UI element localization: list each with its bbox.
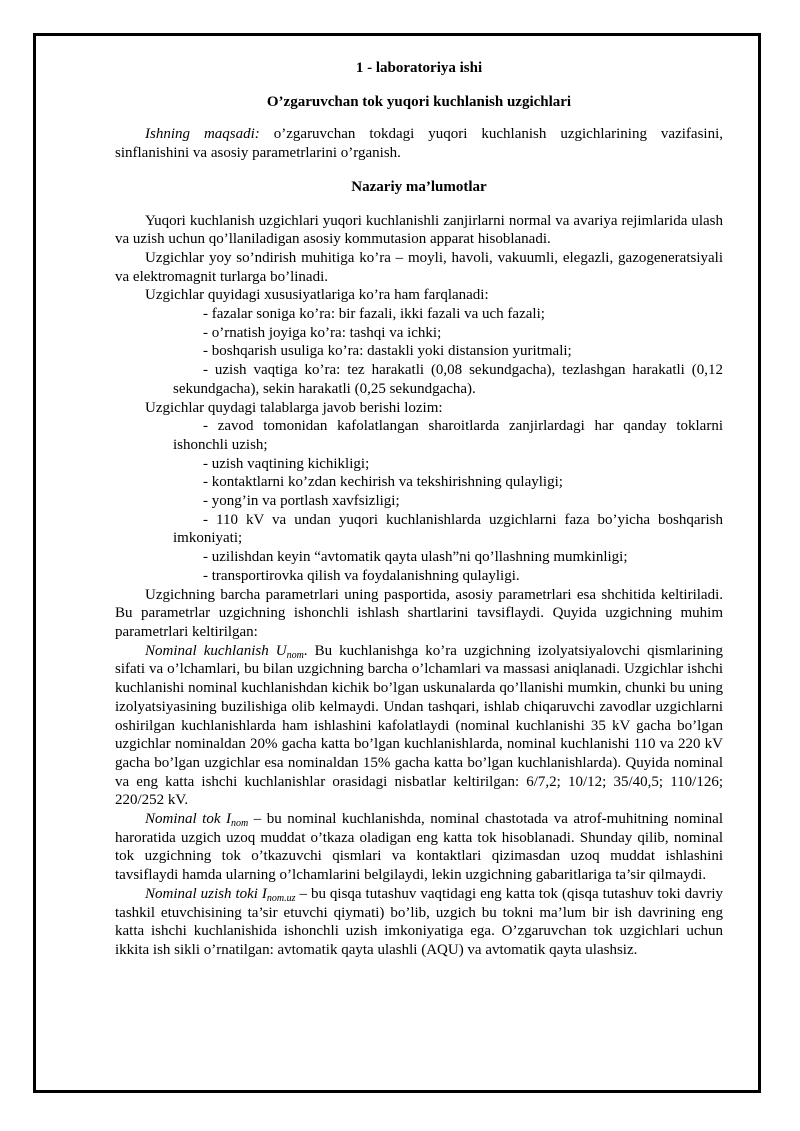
- paragraph-2: Uzgichlar yoy so’ndirish muhitiga ko’ra – moyli, havoli, vakuumli, elegazli, gazogeneratsiyali va elektromagnit turlarga bo’linadi.: [115, 249, 723, 285]
- subscript: nom: [230, 818, 249, 830]
- list-item: - kontaktlarni ko’zdan kechirish va tekshirishning qulayligi;: [203, 474, 563, 491]
- subscript: nom.uz: [266, 892, 296, 904]
- list-item: - uzish vaqtining kichikligi;: [203, 455, 370, 472]
- paragraph-nominal-current: [115, 810, 723, 885]
- nominal-voltage-text: . Bu kuchlanishga ko’ra uzgichning izolyatsiyalovchi qismlarining sifati va o’lchamlari, bu bilan uzgichning barcha o’lchamlari va massasi aniqlanadi. Uzgichlar ishchi kuchlanishi nominal kuchlanishdan kichik bo’lgan uskunalarda qo’llanishi mumkin, chunki bu uning izolyatsiyasining buzilishiga olib kelmaydi. Undan tashqari, ishlab chiqaruvchi zavodlar uzgichlarni oshirilgan kuchlanishlarda ham ishlashini kafolatlaydi (nominal kuchlanishi 35 kV gacha bo’lgan uzgichlar nominaldan 20% gacha katta bo’lgan kuchlanishlarda, nominal kuchlanishi 110 va 220 kV gacha bo’lgan uzgichlar esa nominaldan 15% gacha katta bo’lgan kuchlanishlarda). Quyida nominal va eng katta ishchi kuchlanishlar orasidagi nisbatlar keltirilgan: 6/7,2; 10/12; 35/40,5; 110/126; 220/252 kV.: [115, 642, 723, 809]
- list-item: - yong’in va portlash xavfsizligi;: [203, 493, 400, 510]
- section-title: Nazariy ma’lumotlar: [351, 178, 487, 195]
- paragraph-3: Uzgichlar quyidagi xususiyatlariga ko’ra ham farqlanadi:: [145, 287, 489, 304]
- document-title: 1 - laboratoriya ishi: [355, 60, 483, 76]
- features-list: [115, 305, 723, 399]
- requirements-list: [115, 417, 723, 585]
- paragraph-4: Uzgichlar quydagi talablarga javob berishi lozim:: [145, 399, 443, 416]
- aim-label: Ishning maqsadi:: [145, 126, 260, 143]
- nominal-current-label: Nominal tok $I_{nom}$: [145, 811, 249, 830]
- list-item: - fazalar soniga ko’ra: bir fazali, ikki fazali va uch fazali;: [203, 306, 545, 323]
- breaking-current-text: – bu qisqa tutashuv vaqtidagi eng katta tok (qisqa tutashuv toki davriy tashkil etuvchisining ta’sir etuvchi qiymati) bo’lib, uzgich bu tokni ma’lum bir ish davrining eng katta ishchi kuchlanishida ishonchli uzish imkoniyatiga ega. O’zgaruvchan tok uzgichlari uchun ikkita ish sikli o’rnatilgan: avtomatik qayta ulashli (AQU) va avtomatik qayta ulashsiz.: [115, 885, 723, 958]
- paragraph-5: Uzgichning barcha parametrlari uning pasportida, asosiy parametrlari esa shchitida keltiriladi. Bu parametrlar uzgichning ishonchli ishlash shartlarini tavsiflaydi. Quyida uzgichning muhim parametrlari keltirilgan:: [115, 586, 723, 640]
- document-subtitle: O’zgaruvchan tok yuqori kuchlanish uzgichlari: [266, 93, 572, 110]
- list-item: - 110 kV va undan yuqori kuchlanishlarda uzgichlarni faza bo’yicha boshqarish imkoniyati;: [173, 511, 723, 547]
- paragraph-nominal-voltage: [115, 642, 723, 810]
- list-item: - uzilishdan keyin “avtomatik qayta ulash”ni qo’llashning mumkinligi;: [203, 549, 628, 566]
- aim-text: o’zgaruvchan tokdagi yuqori kuchlanish uzgichlarining vazifasini, sinflanishini va asosiy parametrlarini o’rganish.: [115, 126, 723, 162]
- paragraph-1: Yuqori kuchlanish uzgichlari yuqori kuchlanishli zanjirlarni normal va avariya rejimlarida ulash va uzish uchun qo’llaniladigan asosiy kommutasion apparat hisoblanadi.: [115, 212, 723, 248]
- list-item: - transportirovka qilish va foydalanishning qulayligi.: [203, 567, 520, 584]
- list-item: - uzish vaqtiga ko’ra: tez harakatli (0,08 sekundgacha), tezlashgan harakatli (0,12 sekundgacha), sekin harakatli (0,25 sekundgacha).: [173, 362, 723, 397]
- nominal-voltage-label: Nominal kuchlanish $U_{nom}$: [145, 642, 304, 661]
- list-item: - boshqarish usuliga ko’ra: dastakli yoki distansion yuritmali;: [203, 343, 572, 360]
- document-body: [115, 55, 723, 960]
- subscript: nom: [286, 649, 304, 661]
- paragraph-breaking-current: [115, 885, 723, 960]
- breaking-current-label: Nominal uzish toki $I_{nom.uz}$: [145, 885, 296, 904]
- list-item: - zavod tomonidan kafolatlangan sharoitlarda zanjirlardagi har qanday toklarni ishonchli uzish;: [173, 418, 723, 453]
- nominal-current-text: – bu nominal kuchlanishda, nominal chastotada va atrof-muhitning nominal haroratida uzgich uzoq muddat o’tkaza oladigan eng katta tok hisoblanadi. Shunday qilib, nominal tok uzgichning tok o’tkazuvchi qismlari va kontaktlari qizimasdan uzoq muddat ishlashini tavsiflaydi hamda ularning o’lchamlarini belgilaydi, lekin uzgichning gabaritlariga ta’sir qilmaydi.: [115, 811, 723, 884]
- list-item: - o’rnatish joyiga ko’ra: tashqi va ichki;: [203, 324, 442, 341]
- aim-paragraph: [115, 125, 723, 162]
